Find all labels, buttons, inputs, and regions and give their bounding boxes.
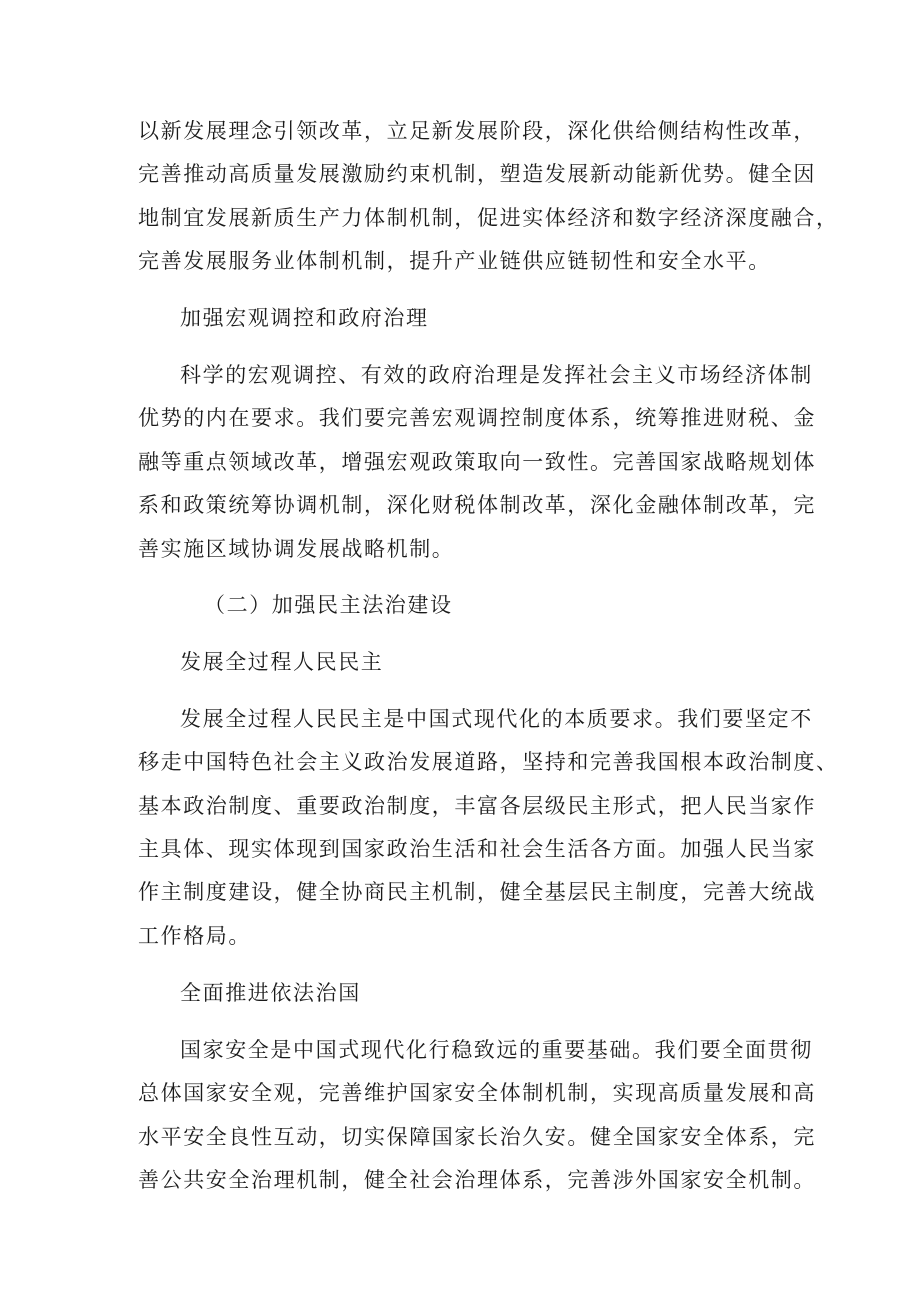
paragraph-line: 系和政策统筹协调机制，深化财税体制改革，深化金融体制改革，完	[138, 493, 816, 517]
paragraph-line: 移走中国特色社会主义政治发展道路，坚持和完善我国根本政治制度、	[138, 750, 839, 774]
paragraph-line: 科学的宏观调控、有效的政府治理是发挥社会主义市场经济体制	[180, 363, 813, 387]
paragraph-line: 优势的内在要求。我们要完善宏观调控制度体系，统筹推进财税、金	[138, 406, 816, 430]
subheading: 全面推进依法治国	[180, 981, 361, 1005]
paragraph-line: 作主制度建设，健全协商民主机制，健全基层民主制度，完善大统战	[138, 880, 816, 904]
paragraph-line: 发展全过程人民民主是中国式现代化的本质要求。我们要坚定不	[180, 707, 813, 731]
paragraph-line: 国家安全是中国式现代化行稳致远的重要基础。我们要全面贯彻	[180, 1038, 813, 1062]
paragraph-line: 主具体、现实体现到国家政治生活和社会生活各方面。加强人民当家	[138, 837, 816, 861]
paragraph-line: 以新发展理念引领改革，立足新发展阶段，深化供给侧结构性改革，	[138, 119, 816, 143]
paragraph-line: 水平安全良性互动，切实保障国家长治久安。健全国家安全体系，完	[138, 1125, 816, 1149]
subheading: 发展全过程人民民主	[180, 650, 384, 674]
paragraph-line: 总体国家安全观，完善维护国家安全体制机制，实现高质量发展和高	[138, 1081, 816, 1105]
paragraph-line: 完善推动高质量发展激励约束机制，塑造发展新动能新优势。健全因	[138, 162, 816, 186]
subheading: 加强宏观调控和政府治理	[180, 306, 429, 330]
paragraph-line: 融等重点领域改革，增强宏观政策取向一致性。完善国家战略规划体	[138, 450, 816, 474]
paragraph-line: 善公共安全治理机制，健全社会治理体系，完善涉外国家安全机制。	[138, 1168, 816, 1192]
section-heading: （二）加强民主法治建设	[204, 593, 453, 617]
paragraph-line: 完善发展服务业体制机制，提升产业链供应链韧性和安全水平。	[138, 249, 771, 273]
paragraph-line: 地制宜发展新质生产力体制机制，促进实体经济和数字经济深度融合，	[138, 206, 839, 230]
paragraph-line: 善实施区域协调发展战略机制。	[138, 537, 455, 561]
paragraph-line: 工作格局。	[138, 924, 251, 948]
paragraph-line: 基本政治制度、重要政治制度，丰富各层级民主形式，把人民当家作	[138, 794, 816, 818]
